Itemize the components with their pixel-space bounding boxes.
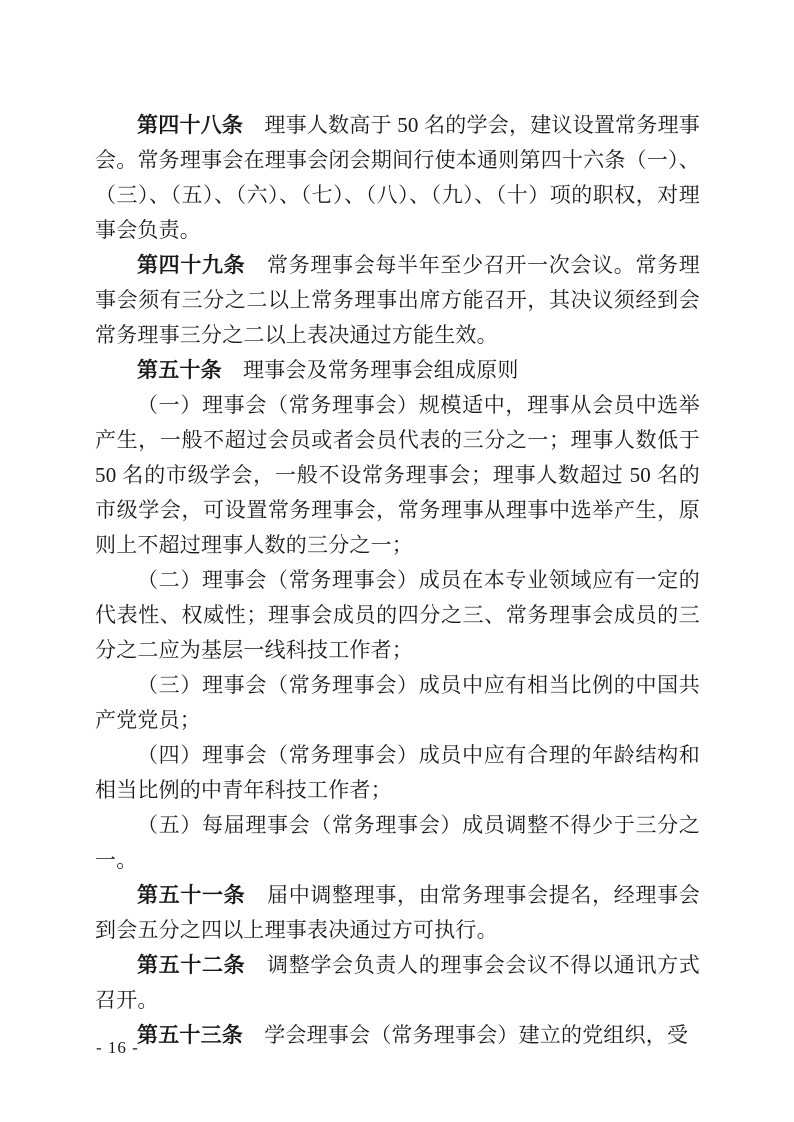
paragraph-text: 理事人数高于 50 名的学会，建议设置常务理事会。常务理事会在理事会闭会期间行使本通则第四十六条（一）、（三）、（五）、（六）、（七）、（八）、（九）、（十）项的职权，对理事会负责。 [95,113,700,242]
paragraph [95,388,700,563]
article-number: 第四十九条 [137,253,246,277]
paragraph-text: （五）每届理事会（常务理事会）成员调整不得少于三分之一。 [95,813,700,872]
document-body [95,108,700,1053]
paragraph [95,353,700,388]
article-number: 第五十一条 [137,883,246,907]
article-number: 第五十三条 [137,1023,243,1047]
article-number: 第五十条 [137,358,222,382]
paragraph [95,1018,700,1053]
paragraph-text: （三）理事会（常务理事会）成员中应有相当比例的中国共产党党员； [95,673,700,732]
paragraph-text: （一）理事会（常务理事会）规模适中，理事从会员中选举产生，一般不超过会员或者会员代表的三分之一；理事人数低于 50 名的市级学会，一般不设常务理事会；理事人数超过 50 名的市级学会，可设置常务理事会，常务理事从理事中选举产生，原则上不超过理事人数的三分之一； [95,393,700,557]
paragraph [95,878,700,948]
paragraph-text: 学会理事会（常务理事会）建立的党组织，受 [243,1023,689,1047]
paragraph [95,108,700,248]
paragraph-text: （四）理事会（常务理事会）成员中应有合理的年龄结构和相当比例的中青年科技工作者； [95,743,700,802]
paragraph-text: 理事会及常务理事会组成原则 [221,358,519,382]
article-number: 第四十八条 [137,113,244,137]
paragraph-text: 常务理事会每半年至少召开一次会议。常务理事会须有三分之二以上常务理事出席方能召开，其决议须经到会常务理事三分之二以上表决通过方能生效。 [95,253,700,347]
paragraph [95,668,700,738]
article-number: 第五十二条 [137,953,246,977]
paragraph [95,808,700,878]
page-number: - 16 - [96,1038,139,1057]
paragraph [95,248,700,353]
paragraph-text: 届中调整理事，由常务理事会提名，经理事会到会五分之四以上理事表决通过方可执行。 [95,883,700,942]
paragraph [95,563,700,668]
paragraph [95,738,700,808]
paragraph-text: 调整学会负责人的理事会会议不得以通讯方式召开。 [95,953,700,1012]
paragraph-text: （二）理事会（常务理事会）成员在本专业领域应有一定的代表性、权威性；理事会成员的四分之三、常务理事会成员的三分之二应为基层一线科技工作者； [95,568,700,662]
paragraph [95,948,700,1018]
